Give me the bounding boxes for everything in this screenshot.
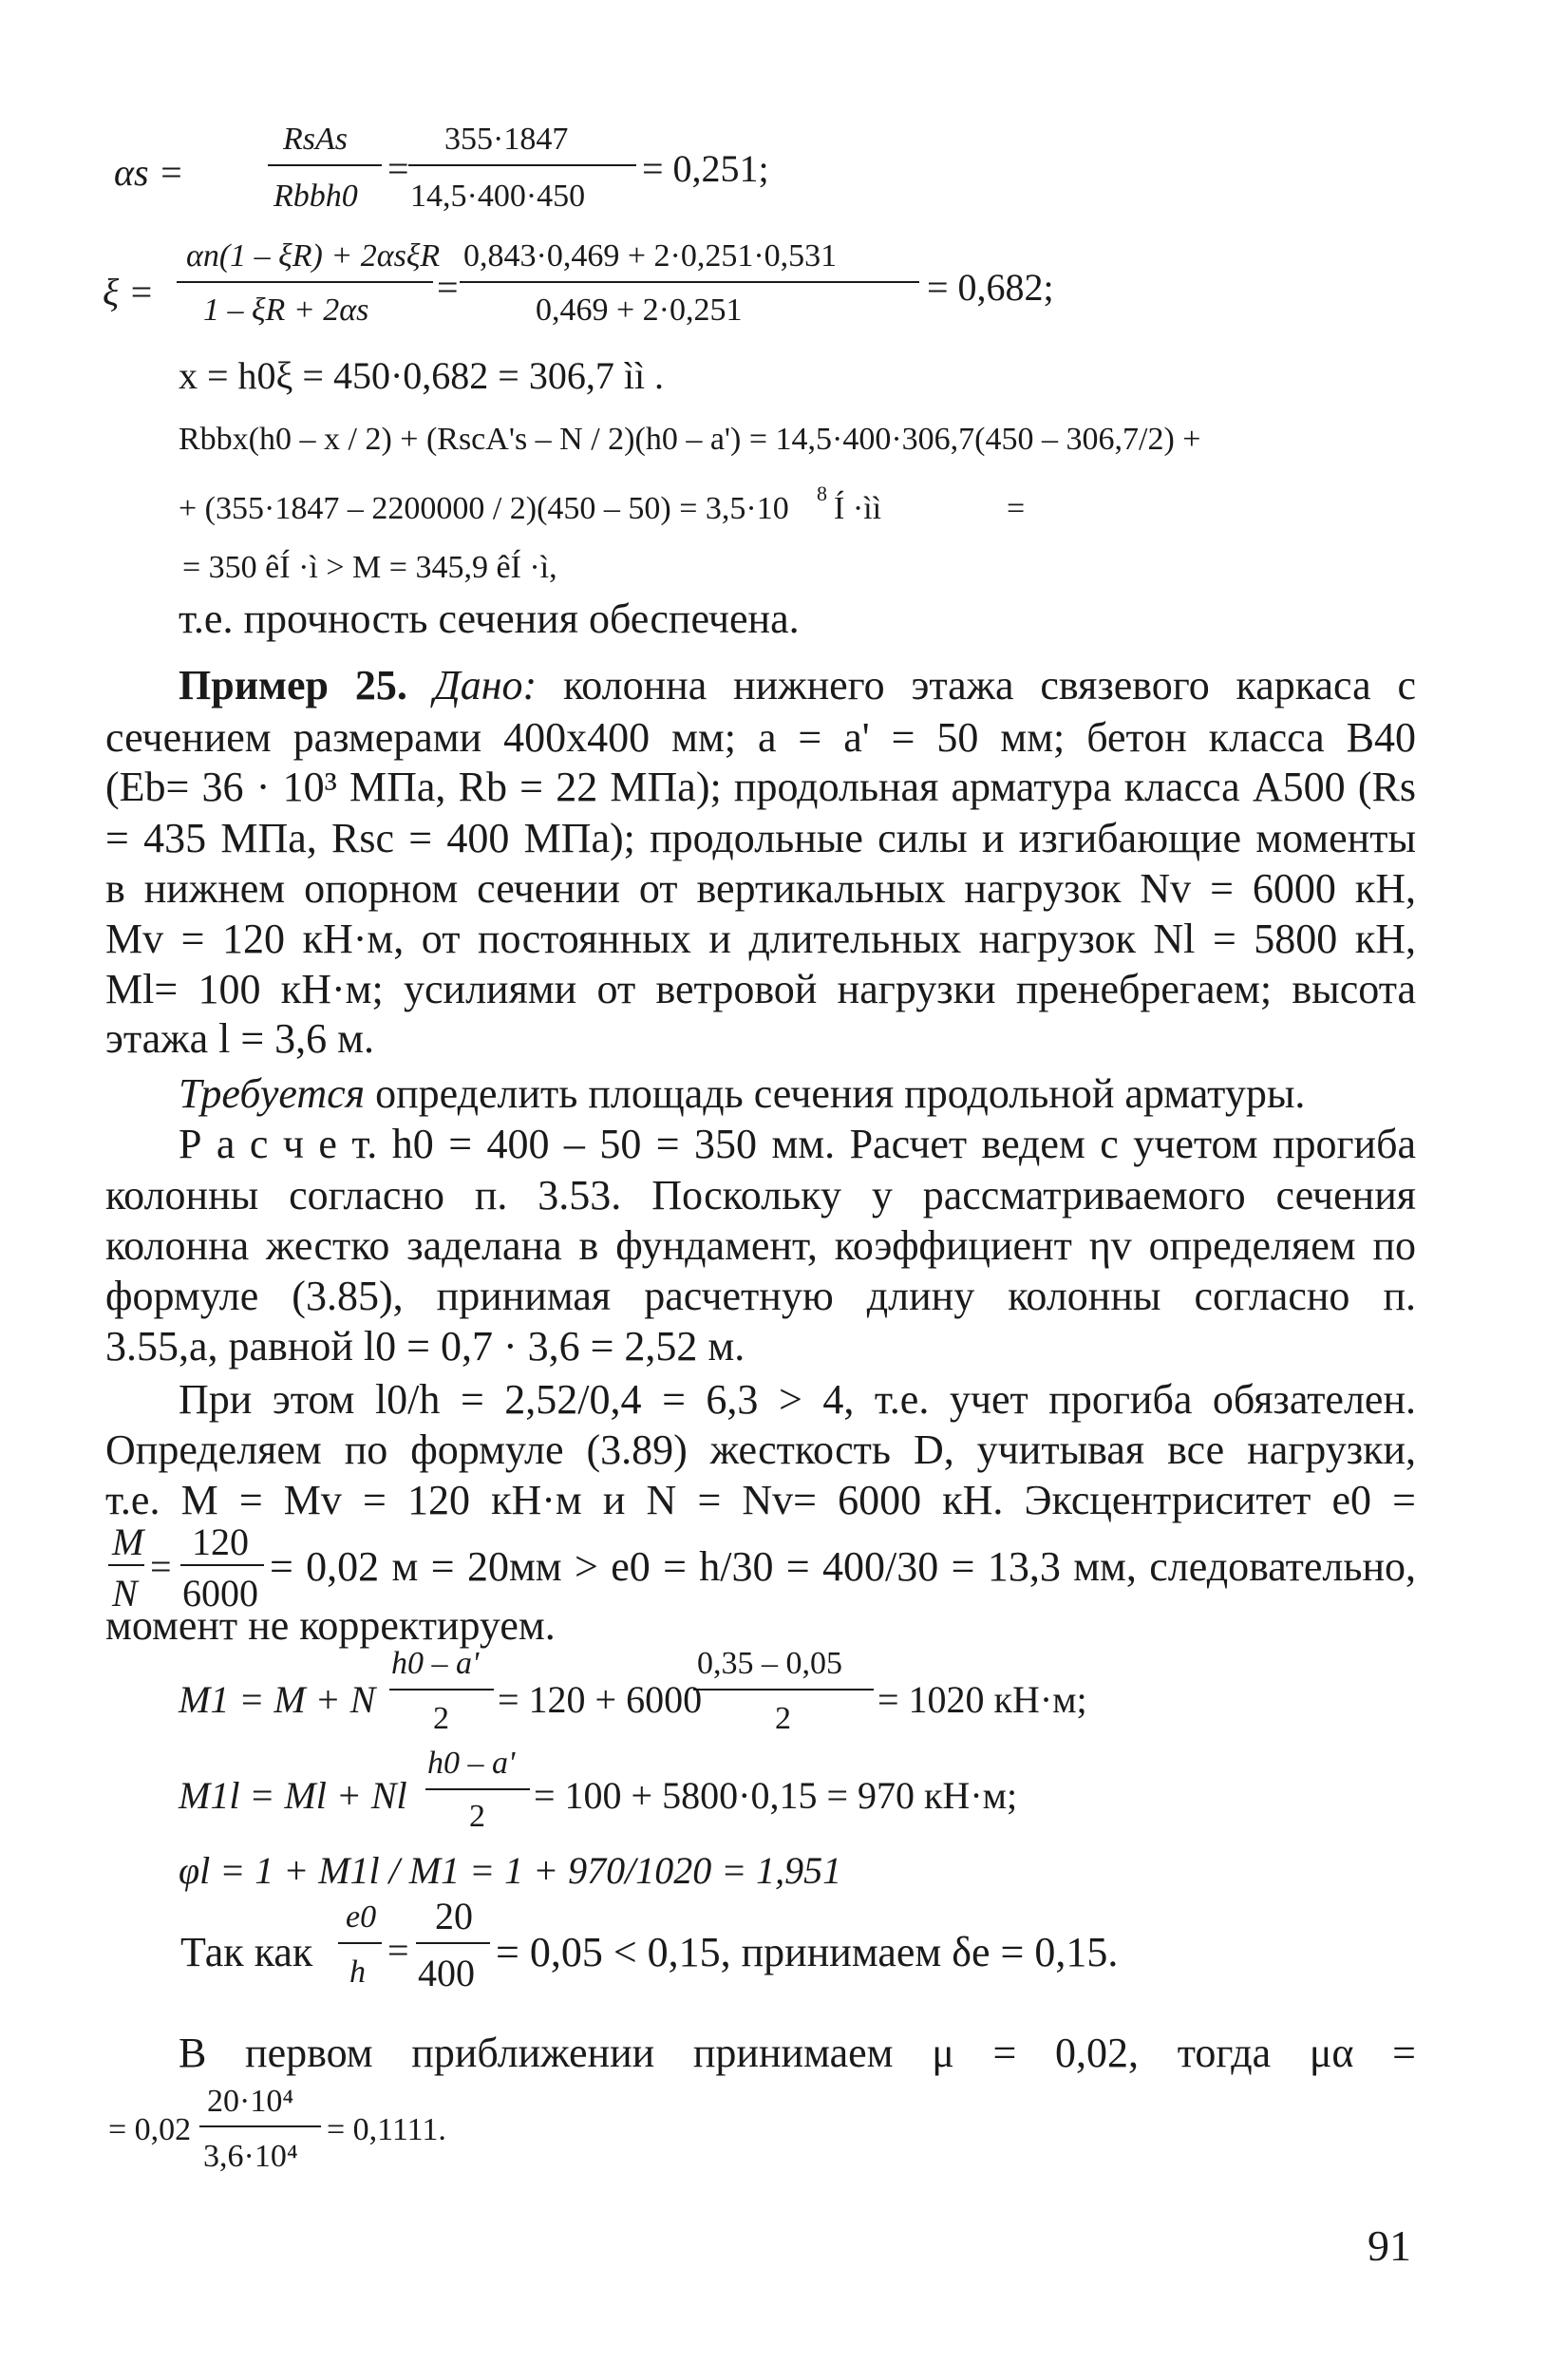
- tk-label: Так как: [180, 1929, 313, 1975]
- fraction-bar: [180, 1564, 264, 1566]
- formula-alpha-s-frac1-den: Rbbh0: [274, 179, 358, 214]
- mu-frac-num: 20·10⁴: [207, 2084, 294, 2119]
- formula-rb-line3: = 350 êÍ ·ì > M = 345,9 êÍ ·ì,: [182, 550, 557, 585]
- p2-line-4-rest: = 0,02 м = 20мм > e0 = h/30 = 400/30 = 13,3 мм, следовательно,: [270, 1543, 1416, 1590]
- first-approx-line: В первом приближении принимаем μ = 0,02, тогда μα =: [179, 2030, 1416, 2076]
- required-label: Требуется: [179, 1070, 366, 1117]
- formula-xi-eq: =: [437, 266, 459, 309]
- formula-alpha-s-frac2-num: 355·1847: [444, 122, 569, 157]
- m1-frac1-den: 2: [433, 1701, 449, 1736]
- tk-eq: =: [387, 1929, 409, 1972]
- fraction-bar: [108, 1564, 144, 1566]
- fraction-bar: [425, 1788, 530, 1790]
- example-25-line-3: (Eb= 36 · 10³ МПа, Rb = 22 МПа); продольная арматура класса А500 (Rs: [105, 764, 1416, 810]
- formula-rb-line1: Rbbx(h0 – x / 2) + (RscA's – N / 2)(h0 – a') = 14,5·400·306,7(450 – 306,7/2) +: [179, 422, 1201, 457]
- formula-rb-line2-right: Í ·ìì: [834, 491, 882, 526]
- fraction-bar: [268, 164, 382, 166]
- phi-line: φl = 1 + M1l / M1 = 1 + 970/1020 = 1,951: [179, 1849, 842, 1892]
- formula-xi-frac2-num: 0,843·0,469 + 2·0,251·0,531: [463, 238, 838, 274]
- fraction-bar: [199, 2125, 321, 2127]
- p2-frac2-num: 120: [192, 1521, 249, 1563]
- tk-frac1-num: e0: [346, 1899, 377, 1935]
- p2-frac1-den: N: [112, 1572, 138, 1615]
- formula-alpha-s-frac2-den: 14,5·400·450: [410, 179, 586, 214]
- example-25-line-4: = 435 МПа, Rsc = 400 МПа); продольные силы и изгибающие моменты: [105, 815, 1416, 861]
- formula-rb-line2-left: + (355·1847 – 2200000 / 2)(450 – 50) = 3,5·10: [179, 491, 789, 526]
- formula-rb-line2-eq: =: [1007, 491, 1026, 526]
- fraction-bar: [177, 281, 433, 283]
- p2-frac2-den: 6000: [182, 1572, 258, 1615]
- p2-line-5: момент не корректируем.: [105, 1602, 556, 1649]
- example-25-line-2: сечением размерами 400х400 мм; a = a' = 50 мм; бетон класса В40: [105, 714, 1416, 761]
- tk-frac2-den: 400: [418, 1952, 475, 1994]
- formula-alpha-s-eq: =: [387, 147, 409, 190]
- mu-lhs: = 0,02: [108, 2112, 192, 2147]
- formula-xi-result: = 0,682;: [927, 266, 1054, 309]
- formula-alpha-s-frac1-num: RsAs: [283, 122, 348, 157]
- example-25-line-6: Mv = 120 кН·м, от постоянных и длительных нагрузок Nl = 5800 кН,: [105, 916, 1416, 962]
- calc-line-1: [179, 1121, 1416, 1167]
- m1l-frac-den: 2: [469, 1799, 485, 1834]
- fraction-bar: [338, 1942, 382, 1944]
- m1-lhs: M1 = M + N: [179, 1678, 376, 1721]
- fraction-bar: [693, 1689, 874, 1691]
- required-rest: определить площадь сечения продольной арматуры.: [365, 1070, 1306, 1117]
- given-label: Дано:: [433, 662, 538, 708]
- m1-result: = 1020 кН·м;: [877, 1678, 1087, 1721]
- calc-line-5: 3.55,а, равной l0 = 0,7 · 3,6 = 2,52 м.: [105, 1323, 745, 1369]
- calc-label: Р а с ч е т.: [179, 1121, 378, 1167]
- example-25-line-7: Ml= 100 кН·м; усилиями от ветровой нагрузки пренебрегаем; высота: [105, 966, 1416, 1012]
- example-25-line-8: этажа l = 3,6 м.: [105, 1015, 374, 1062]
- example-25-line-5: в нижнем опорном сечении от вертикальных нагрузок Nv = 6000 кН,: [105, 865, 1416, 912]
- calc-line-3: колонна жестко заделана в фундамент, коэффициент ηv определяем по: [105, 1222, 1416, 1269]
- mu-result: = 0,1111.: [327, 2112, 446, 2147]
- m1l-result: = 100 + 5800·0,15 = 970 кН·м;: [534, 1774, 1018, 1817]
- m1l-frac-num: h0 – a': [427, 1746, 516, 1781]
- example-25-title: Пример 25.: [179, 662, 407, 708]
- p2-line-1: При этом l0/h = 2,52/0,4 = 6,3 > 4, т.е. учет прогиба обязателен.: [179, 1376, 1416, 1423]
- p2-line-2: Определяем по формуле (3.89) жесткость D, учитывая все нагрузки,: [105, 1426, 1416, 1473]
- example-25-line-1-rest: колонна нижнего этажа связевого каркаса с: [563, 662, 1417, 708]
- m1-frac2-den: 2: [775, 1701, 791, 1736]
- calc-line-1-rest: h0 = 400 – 50 = 350 мм. Расчет ведем с учетом прогиба: [377, 1121, 1416, 1167]
- m1l-lhs: M1l = Ml + Nl: [179, 1774, 407, 1817]
- fraction-bar: [416, 1942, 490, 1944]
- mu-frac-den: 3,6·10⁴: [203, 2139, 298, 2174]
- formula-alpha-s-result: = 0,251;: [642, 147, 769, 190]
- formula-x-line: x = h0ξ = 450·0,682 = 306,7 ìì .: [179, 354, 665, 397]
- formula-rb-line2-sup: 8: [817, 482, 827, 505]
- m1-frac2-num: 0,35 – 0,05: [697, 1646, 842, 1681]
- formula-alpha-s-lhs: αs =: [114, 151, 184, 194]
- m1-mid: = 120 + 6000: [498, 1678, 703, 1721]
- calc-line-4: формуле (3.85), принимая расчетную длину колонны согласно п.: [105, 1273, 1416, 1319]
- formula-xi-frac2-den: 0,469 + 2·0,251: [536, 293, 743, 328]
- formula-xi-frac1-num: αn(1 – ξR) + 2αsξR: [186, 238, 441, 274]
- p2-line-3: т.е. M = Mv = 120 кН·м и N = Nv= 6000 кН. Эксцентриситет e0 =: [105, 1477, 1416, 1523]
- tk-frac1-den: h: [349, 1955, 366, 1990]
- fraction-bar: [389, 1689, 494, 1691]
- formula-xi-frac1-den: 1 – ξR + 2αs: [203, 293, 369, 328]
- fraction-bar: [460, 281, 919, 283]
- tk-frac2-num: 20: [435, 1895, 473, 1937]
- page-number: 91: [1368, 2221, 1411, 2270]
- strength-conclusion: т.е. прочность сечения обеспечена.: [179, 595, 800, 642]
- required-line: [179, 1070, 1306, 1117]
- fraction-bar: [408, 164, 636, 166]
- p2-eq: =: [150, 1545, 172, 1588]
- m1-frac1-num: h0 – a': [391, 1646, 480, 1681]
- formula-xi-lhs: ξ =: [103, 271, 155, 313]
- p2-frac1-num: M: [112, 1521, 144, 1563]
- tk-rest: = 0,05 < 0,15, принимаем δe = 0,15.: [496, 1929, 1119, 1975]
- example-25-line-1: [179, 662, 1417, 708]
- calc-line-2: колонны согласно п. 3.53. Поскольку у рассматриваемого сечения: [105, 1172, 1416, 1218]
